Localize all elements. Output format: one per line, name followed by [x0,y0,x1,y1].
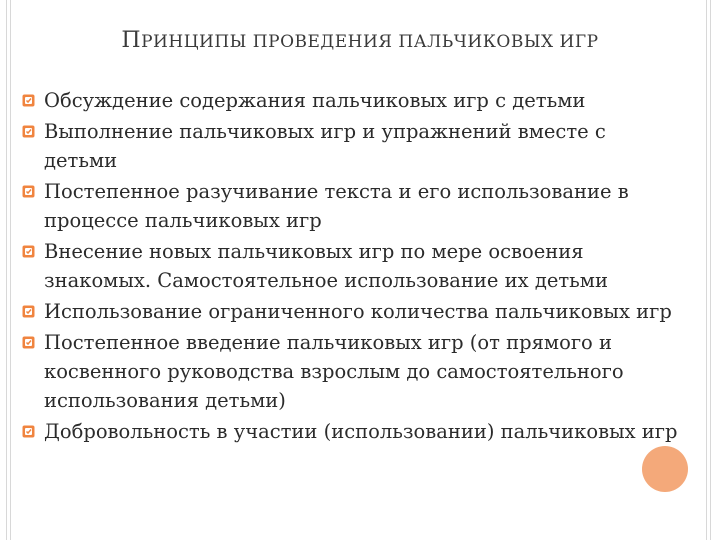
list-item [22,328,682,415]
square-bullet-icon [22,305,35,318]
list-item-text: Добровольность в участии (использовании) пальчиковых игр [44,420,678,443]
list-item-text: Выполнение пальчиковых игр и упражнений вместе с детьми [44,120,606,172]
right-border-line-outer [710,0,711,540]
square-bullet-icon [22,125,35,138]
decorative-circle [642,446,688,492]
list-item-text: Постепенное введение пальчиковых игр (от прямого и косвенного руководства взрослым до самостоятельного использования детьми) [44,331,624,412]
title-rest: РИНЦИПЫ ПРОВЕДЕНИЯ ПАЛЬЧИКОВЫХ ИГР [141,32,599,52]
list-item-text: Использование ограниченного количества пальчиковых игр [44,300,672,323]
list-item-text: Постепенное разучивание текста и его использование в процессе пальчиковых игр [44,180,629,232]
square-bullet-icon [22,185,35,198]
list-item-text: Обсуждение содержания пальчиковых игр с детьми [44,89,586,112]
title-first-letter: П [121,28,142,53]
principles-list [22,86,682,448]
list-item [22,417,682,446]
list-item [22,86,682,115]
left-border-line-inner [10,0,11,540]
slide-title [0,28,720,53]
square-bullet-icon [22,94,35,107]
square-bullet-icon [22,245,35,258]
right-border-line-inner [706,0,707,540]
list-item-text: Внесение новых пальчиковых игр по мере освоения знакомых. Самостоятельное использование их детьми [44,240,608,292]
left-border-line-outer [6,0,7,540]
list-item [22,297,682,326]
list-item [22,177,682,235]
list-item [22,117,682,175]
list-item [22,237,682,295]
square-bullet-icon [22,336,35,349]
square-bullet-icon [22,425,35,438]
